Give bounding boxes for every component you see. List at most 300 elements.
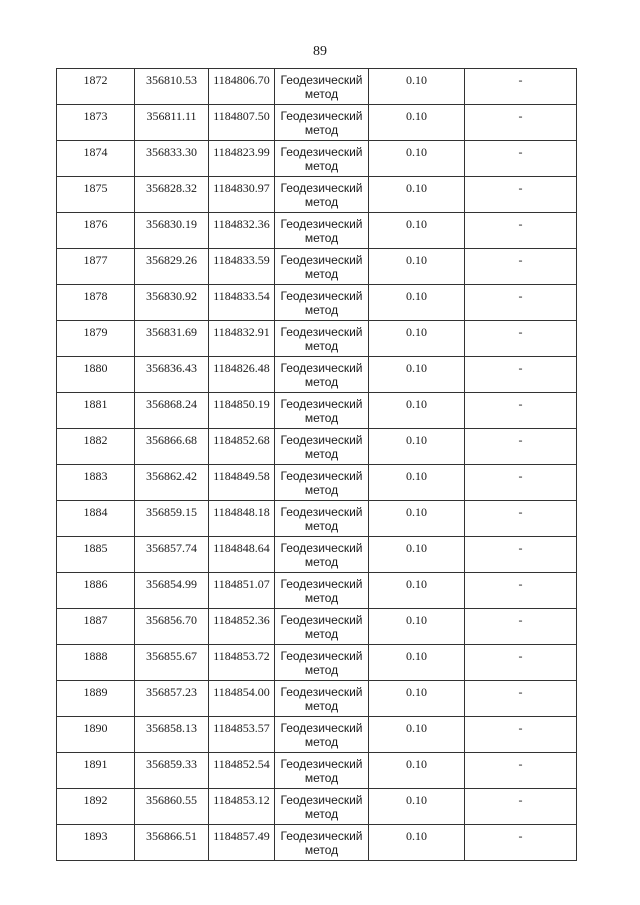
note-cell <box>465 69 577 105</box>
x-coordinate-cell-text: 356836.43 <box>146 361 197 375</box>
y-coordinate-cell <box>209 717 275 753</box>
accuracy-cell <box>369 249 465 285</box>
accuracy-cell-text: 0.10 <box>406 325 427 339</box>
note-cell <box>465 789 577 825</box>
method-text <box>275 105 368 137</box>
y-coordinate-cell-text: 1184848.64 <box>213 541 270 555</box>
point-number-cell <box>57 177 135 213</box>
method-cell <box>275 465 369 501</box>
accuracy-cell <box>369 717 465 753</box>
y-coordinate-cell <box>209 501 275 537</box>
method-cell <box>275 537 369 573</box>
table-row <box>57 465 577 501</box>
accuracy-cell <box>369 393 465 429</box>
note-cell <box>465 177 577 213</box>
note-cell <box>465 501 577 537</box>
note-cell-text: - <box>518 469 523 483</box>
accuracy-cell <box>369 645 465 681</box>
note-cell-text: - <box>518 217 523 231</box>
y-coordinate-cell-text: 1184848.18 <box>213 505 270 519</box>
y-coordinate-cell <box>209 213 275 249</box>
point-number-cell-text: 1872 <box>83 73 108 87</box>
method-line-1: Геодезический <box>280 541 363 555</box>
method-text <box>275 753 368 785</box>
method-line-2: метод <box>304 735 339 749</box>
accuracy-cell-text: 0.10 <box>406 73 427 87</box>
point-number-cell <box>57 753 135 789</box>
table-row <box>57 681 577 717</box>
point-number-cell-text: 1891 <box>83 757 108 771</box>
x-coordinate-cell-text: 356830.92 <box>146 289 197 303</box>
note-cell <box>465 249 577 285</box>
note-cell-text: - <box>518 181 523 195</box>
method-cell <box>275 753 369 789</box>
x-coordinate-cell <box>135 537 209 573</box>
accuracy-cell <box>369 105 465 141</box>
table-row <box>57 213 577 249</box>
y-coordinate-cell-text: 1184833.54 <box>213 289 270 303</box>
note-cell-text: - <box>518 577 523 591</box>
method-line-2: метод <box>304 411 339 425</box>
accuracy-cell <box>369 465 465 501</box>
accuracy-cell <box>369 69 465 105</box>
table-row <box>57 321 577 357</box>
note-cell-text: - <box>518 541 523 555</box>
note-cell-text: - <box>518 721 523 735</box>
y-coordinate-cell-text: 1184852.54 <box>213 757 270 771</box>
x-coordinate-cell <box>135 465 209 501</box>
point-number-cell <box>57 321 135 357</box>
accuracy-cell-text: 0.10 <box>406 217 427 231</box>
note-cell <box>465 717 577 753</box>
y-coordinate-cell-text: 1184853.12 <box>213 793 270 807</box>
y-coordinate-cell <box>209 645 275 681</box>
accuracy-cell <box>369 609 465 645</box>
point-number-cell <box>57 69 135 105</box>
accuracy-cell-text: 0.10 <box>406 433 427 447</box>
method-line-2: метод <box>304 663 339 677</box>
point-number-cell-text: 1882 <box>83 433 108 447</box>
method-cell <box>275 645 369 681</box>
point-number-cell <box>57 825 135 861</box>
method-line-2: метод <box>304 303 339 317</box>
y-coordinate-cell-text: 1184850.19 <box>213 397 270 411</box>
x-coordinate-cell <box>135 753 209 789</box>
note-cell <box>465 609 577 645</box>
y-coordinate-cell-text: 1184849.58 <box>213 469 270 483</box>
point-number-cell-text: 1878 <box>83 289 108 303</box>
point-number-cell-text: 1873 <box>83 109 108 123</box>
y-coordinate-cell <box>209 357 275 393</box>
point-number-cell-text: 1876 <box>83 217 108 231</box>
y-coordinate-cell <box>209 537 275 573</box>
table-row <box>57 249 577 285</box>
note-cell-text: - <box>518 325 523 339</box>
x-coordinate-cell-text: 356858.13 <box>146 721 197 735</box>
method-line-2: метод <box>304 483 339 497</box>
method-line-1: Геодезический <box>280 613 363 627</box>
method-cell <box>275 393 369 429</box>
note-cell-text: - <box>518 793 523 807</box>
point-number-cell-text: 1885 <box>83 541 108 555</box>
point-number-cell <box>57 105 135 141</box>
note-cell-text: - <box>518 361 523 375</box>
y-coordinate-cell-text: 1184852.36 <box>213 613 270 627</box>
method-text <box>275 321 368 353</box>
y-coordinate-cell-text: 1184826.48 <box>213 361 270 375</box>
method-line-1: Геодезический <box>280 145 363 159</box>
point-number-cell-text: 1880 <box>83 361 108 375</box>
table-row <box>57 645 577 681</box>
x-coordinate-cell-text: 356810.53 <box>146 73 197 87</box>
accuracy-cell <box>369 213 465 249</box>
method-cell <box>275 357 369 393</box>
x-coordinate-cell-text: 356831.69 <box>146 325 197 339</box>
method-line-2: метод <box>304 87 339 101</box>
point-number-cell <box>57 285 135 321</box>
y-coordinate-cell <box>209 69 275 105</box>
x-coordinate-cell <box>135 501 209 537</box>
method-line-2: метод <box>304 627 339 641</box>
point-number-cell <box>57 357 135 393</box>
accuracy-cell-text: 0.10 <box>406 757 427 771</box>
note-cell-text: - <box>518 253 523 267</box>
method-line-1: Геодезический <box>280 469 363 483</box>
point-number-cell <box>57 501 135 537</box>
accuracy-cell-text: 0.10 <box>406 469 427 483</box>
y-coordinate-cell <box>209 249 275 285</box>
method-line-2: метод <box>304 771 339 785</box>
method-cell <box>275 141 369 177</box>
note-cell <box>465 357 577 393</box>
method-line-2: метод <box>304 807 339 821</box>
point-number-cell <box>57 789 135 825</box>
note-cell <box>465 753 577 789</box>
accuracy-cell-text: 0.10 <box>406 505 427 519</box>
method-cell <box>275 105 369 141</box>
x-coordinate-cell <box>135 393 209 429</box>
y-coordinate-cell-text: 1184832.91 <box>213 325 270 339</box>
table-row <box>57 753 577 789</box>
table-row <box>57 573 577 609</box>
accuracy-cell <box>369 141 465 177</box>
method-line-2: метод <box>304 843 339 857</box>
x-coordinate-cell <box>135 213 209 249</box>
method-line-1: Геодезический <box>280 685 363 699</box>
accuracy-cell <box>369 285 465 321</box>
y-coordinate-cell-text: 1184830.97 <box>213 181 270 195</box>
point-number-cell-text: 1884 <box>83 505 108 519</box>
x-coordinate-cell <box>135 321 209 357</box>
method-line-2: метод <box>304 267 339 281</box>
x-coordinate-cell-text: 356859.15 <box>146 505 197 519</box>
x-coordinate-cell <box>135 177 209 213</box>
method-line-2: метод <box>304 159 339 173</box>
method-line-1: Геодезический <box>280 649 363 663</box>
point-number-cell-text: 1886 <box>83 577 108 591</box>
accuracy-cell <box>369 789 465 825</box>
method-line-2: метод <box>304 375 339 389</box>
method-line-2: метод <box>304 123 339 137</box>
accuracy-cell <box>369 177 465 213</box>
accuracy-cell-text: 0.10 <box>406 181 427 195</box>
method-line-1: Геодезический <box>280 829 363 843</box>
table-row <box>57 141 577 177</box>
table-row <box>57 537 577 573</box>
method-cell <box>275 681 369 717</box>
note-cell-text: - <box>518 505 523 519</box>
x-coordinate-cell <box>135 573 209 609</box>
y-coordinate-cell <box>209 429 275 465</box>
y-coordinate-cell <box>209 285 275 321</box>
method-text <box>275 213 368 245</box>
method-text <box>275 357 368 389</box>
table-row <box>57 285 577 321</box>
method-cell <box>275 213 369 249</box>
table-row <box>57 393 577 429</box>
note-cell-text: - <box>518 613 523 627</box>
note-cell <box>465 141 577 177</box>
y-coordinate-cell <box>209 609 275 645</box>
x-coordinate-cell <box>135 717 209 753</box>
table-row <box>57 789 577 825</box>
method-line-1: Геодезический <box>280 397 363 411</box>
method-cell <box>275 69 369 105</box>
x-coordinate-cell-text: 356811.11 <box>146 109 197 123</box>
note-cell-text: - <box>518 649 523 663</box>
note-cell-text: - <box>518 685 523 699</box>
y-coordinate-cell <box>209 825 275 861</box>
method-line-1: Геодезический <box>280 361 363 375</box>
point-number-cell-text: 1877 <box>83 253 108 267</box>
y-coordinate-cell-text: 1184857.49 <box>213 829 270 843</box>
accuracy-cell-text: 0.10 <box>406 649 427 663</box>
method-line-2: метод <box>304 447 339 461</box>
y-coordinate-cell-text: 1184853.57 <box>213 721 270 735</box>
point-number-cell-text: 1889 <box>83 685 108 699</box>
x-coordinate-cell <box>135 69 209 105</box>
x-coordinate-cell-text: 356859.33 <box>146 757 197 771</box>
accuracy-cell <box>369 681 465 717</box>
x-coordinate-cell-text: 356866.51 <box>146 829 197 843</box>
note-cell <box>465 213 577 249</box>
x-coordinate-cell-text: 356854.99 <box>146 577 197 591</box>
y-coordinate-cell-text: 1184807.50 <box>213 109 270 123</box>
note-cell <box>465 429 577 465</box>
point-number-cell-text: 1888 <box>83 649 108 663</box>
x-coordinate-cell-text: 356828.32 <box>146 181 197 195</box>
y-coordinate-cell-text: 1184833.59 <box>213 253 270 267</box>
coordinates-table-body <box>57 69 577 861</box>
x-coordinate-cell <box>135 285 209 321</box>
x-coordinate-cell <box>135 681 209 717</box>
y-coordinate-cell <box>209 465 275 501</box>
x-coordinate-cell-text: 356830.19 <box>146 217 197 231</box>
point-number-cell-text: 1874 <box>83 145 108 159</box>
x-coordinate-cell-text: 356855.67 <box>146 649 197 663</box>
x-coordinate-cell-text: 356829.26 <box>146 253 197 267</box>
page-number: 89 <box>313 44 327 59</box>
point-number-cell <box>57 537 135 573</box>
method-line-1: Геодезический <box>280 217 363 231</box>
note-cell-text: - <box>518 397 523 411</box>
note-cell-text: - <box>518 145 523 159</box>
method-text <box>275 141 368 173</box>
y-coordinate-cell <box>209 789 275 825</box>
point-number-cell <box>57 465 135 501</box>
method-cell <box>275 321 369 357</box>
table-row <box>57 105 577 141</box>
method-text <box>275 177 368 209</box>
method-line-2: метод <box>304 555 339 569</box>
x-coordinate-cell-text: 356860.55 <box>146 793 197 807</box>
note-cell <box>465 321 577 357</box>
point-number-cell <box>57 681 135 717</box>
accuracy-cell-text: 0.10 <box>406 793 427 807</box>
method-line-1: Геодезический <box>280 793 363 807</box>
point-number-cell <box>57 609 135 645</box>
x-coordinate-cell-text: 356868.24 <box>146 397 197 411</box>
y-coordinate-cell-text: 1184852.68 <box>213 433 270 447</box>
y-coordinate-cell-text: 1184851.07 <box>213 577 270 591</box>
method-text <box>275 825 368 857</box>
method-line-1: Геодезический <box>280 181 363 195</box>
method-line-1: Геодезический <box>280 325 363 339</box>
y-coordinate-cell-text: 1184853.72 <box>213 649 270 663</box>
method-line-2: метод <box>304 699 339 713</box>
note-cell <box>465 393 577 429</box>
x-coordinate-cell-text: 356857.74 <box>146 541 197 555</box>
x-coordinate-cell <box>135 141 209 177</box>
accuracy-cell <box>369 753 465 789</box>
method-line-1: Геодезический <box>280 73 363 87</box>
y-coordinate-cell <box>209 177 275 213</box>
method-line-2: метод <box>304 591 339 605</box>
note-cell-text: - <box>518 73 523 87</box>
method-line-2: метод <box>304 231 339 245</box>
accuracy-cell-text: 0.10 <box>406 613 427 627</box>
x-coordinate-cell-text: 356862.42 <box>146 469 197 483</box>
y-coordinate-cell <box>209 753 275 789</box>
method-text <box>275 393 368 425</box>
method-cell <box>275 717 369 753</box>
method-text <box>275 249 368 281</box>
method-text <box>275 789 368 821</box>
accuracy-cell <box>369 573 465 609</box>
note-cell-text: - <box>518 757 523 771</box>
point-number-cell-text: 1892 <box>83 793 108 807</box>
y-coordinate-cell <box>209 321 275 357</box>
x-coordinate-cell-text: 356856.70 <box>146 613 197 627</box>
accuracy-cell-text: 0.10 <box>406 721 427 735</box>
method-text <box>275 681 368 713</box>
method-line-1: Геодезический <box>280 505 363 519</box>
y-coordinate-cell <box>209 141 275 177</box>
point-number-cell-text: 1881 <box>83 397 108 411</box>
note-cell <box>465 645 577 681</box>
note-cell-text: - <box>518 289 523 303</box>
accuracy-cell-text: 0.10 <box>406 829 427 843</box>
accuracy-cell-text: 0.10 <box>406 397 427 411</box>
method-cell <box>275 501 369 537</box>
accuracy-cell-text: 0.10 <box>406 685 427 699</box>
accuracy-cell-text: 0.10 <box>406 361 427 375</box>
method-text <box>275 537 368 569</box>
point-number-cell-text: 1879 <box>83 325 108 339</box>
method-cell <box>275 177 369 213</box>
accuracy-cell <box>369 501 465 537</box>
y-coordinate-cell-text: 1184854.00 <box>213 685 270 699</box>
point-number-cell-text: 1875 <box>83 181 108 195</box>
point-number-cell-text: 1887 <box>83 613 108 627</box>
accuracy-cell-text: 0.10 <box>406 109 427 123</box>
method-line-2: метод <box>304 339 339 353</box>
table-row <box>57 501 577 537</box>
method-cell <box>275 429 369 465</box>
accuracy-cell-text: 0.10 <box>406 289 427 303</box>
method-cell <box>275 573 369 609</box>
point-number-cell <box>57 249 135 285</box>
y-coordinate-cell <box>209 105 275 141</box>
x-coordinate-cell-text: 356866.68 <box>146 433 197 447</box>
x-coordinate-cell <box>135 429 209 465</box>
note-cell <box>465 285 577 321</box>
x-coordinate-cell <box>135 789 209 825</box>
method-line-1: Геодезический <box>280 253 363 267</box>
accuracy-cell <box>369 357 465 393</box>
x-coordinate-cell <box>135 105 209 141</box>
method-text <box>275 285 368 317</box>
method-cell <box>275 789 369 825</box>
x-coordinate-cell <box>135 825 209 861</box>
accuracy-cell <box>369 825 465 861</box>
table-row <box>57 609 577 645</box>
note-cell <box>465 825 577 861</box>
method-cell <box>275 285 369 321</box>
point-number-cell <box>57 213 135 249</box>
accuracy-cell-text: 0.10 <box>406 541 427 555</box>
point-number-cell <box>57 573 135 609</box>
method-line-2: метод <box>304 519 339 533</box>
note-cell-text: - <box>518 109 523 123</box>
point-number-cell-text: 1893 <box>83 829 108 843</box>
table-row <box>57 357 577 393</box>
method-cell <box>275 609 369 645</box>
x-coordinate-cell <box>135 645 209 681</box>
method-line-1: Геодезический <box>280 721 363 735</box>
y-coordinate-cell <box>209 393 275 429</box>
table-row <box>57 69 577 105</box>
method-text <box>275 429 368 461</box>
method-text <box>275 717 368 749</box>
note-cell <box>465 465 577 501</box>
coordinates-table <box>56 68 577 861</box>
y-coordinate-cell-text: 1184823.99 <box>213 145 270 159</box>
note-cell <box>465 681 577 717</box>
x-coordinate-cell-text: 356833.30 <box>146 145 197 159</box>
method-text <box>275 645 368 677</box>
note-cell <box>465 537 577 573</box>
method-text <box>275 69 368 101</box>
method-line-1: Геодезический <box>280 757 363 771</box>
x-coordinate-cell <box>135 357 209 393</box>
point-number-cell <box>57 429 135 465</box>
table-row <box>57 717 577 753</box>
y-coordinate-cell <box>209 681 275 717</box>
table-row <box>57 825 577 861</box>
method-text <box>275 501 368 533</box>
point-number-cell <box>57 717 135 753</box>
